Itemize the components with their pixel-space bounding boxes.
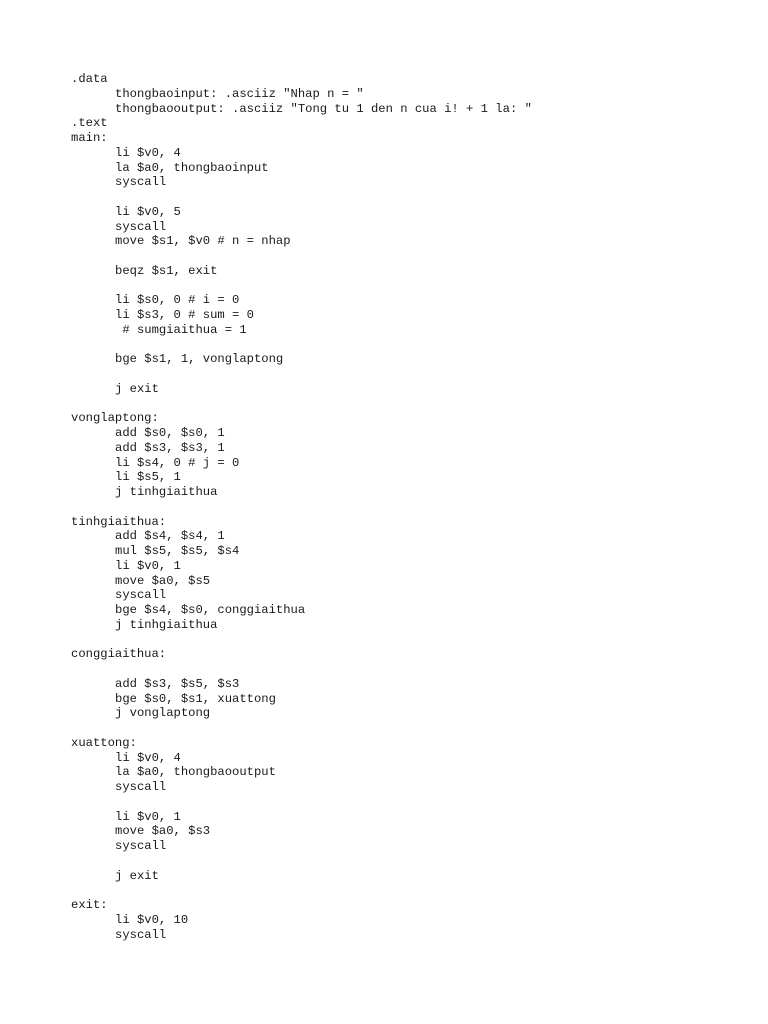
blank-line: [71, 279, 731, 294]
code-line: bge $s4, $s0, conggiaithua: [115, 603, 306, 617]
code-line: j exit: [115, 381, 159, 396]
code-line: la $a0, thongbaooutput: [115, 765, 276, 780]
code-line: thongbaooutput: .asciiz "Tong tu 1 den n cua i! + 1 la: ": [115, 101, 532, 116]
code-line: beqz $s1, exit: [115, 263, 218, 278]
code-line: main:: [71, 131, 108, 145]
blank-line: [71, 500, 731, 515]
code-line: j tinhgiaithua: [115, 485, 218, 499]
blank-line: [71, 190, 731, 205]
blank-line: [71, 662, 731, 677]
code-line: mul $s5, $s5, $s4: [115, 544, 240, 558]
code-line: j tinhgiaithua: [115, 617, 218, 632]
code-line: syscall: [115, 927, 167, 942]
blank-line: [71, 883, 731, 898]
code-line: syscall: [115, 175, 167, 190]
blank-line: [71, 249, 731, 264]
code-line: li $s5, 1: [115, 470, 181, 485]
code-line: li $v0, 1: [115, 809, 181, 824]
code-line: syscall: [115, 839, 167, 853]
code-line: bge $s1, 1, vonglaptong: [115, 352, 284, 367]
code-line: conggiaithua:: [71, 647, 167, 662]
blank-line: [71, 721, 731, 736]
code-line: tinhgiaithua:: [71, 514, 167, 529]
code-line: li $v0, 5: [115, 204, 181, 219]
code-line: move $s1, $v0 # n = nhap: [115, 234, 291, 249]
code-line: add $s3, $s3, 1: [115, 440, 225, 455]
code-line: bge $s0, $s1, xuattong: [115, 691, 276, 706]
code-line: add $s0, $s0, 1: [115, 426, 225, 440]
code-line: syscall: [115, 588, 167, 603]
code-line: # sumgiaithua = 1: [115, 322, 247, 337]
code-line: syscall: [115, 780, 167, 794]
code-line: vonglaptong:: [71, 411, 159, 426]
code-line: li $v0, 4: [115, 145, 181, 160]
code-line: exit:: [71, 898, 108, 912]
code-line: add $s4, $s4, 1: [115, 529, 225, 544]
blank-line: [71, 633, 731, 648]
code-line: thongbaoinput: .asciiz "Nhap n = ": [115, 86, 364, 101]
code-line: li $v0, 10: [115, 912, 189, 927]
blank-line: [71, 795, 731, 810]
code-line: .data: [71, 72, 108, 86]
code-line: add $s3, $s5, $s3: [115, 676, 240, 691]
blank-line: [71, 367, 731, 382]
code-line: li $s4, 0 # j = 0: [115, 455, 240, 470]
blank-line: [71, 397, 731, 412]
code-line: li $v0, 1: [115, 558, 181, 573]
blank-line: [71, 338, 731, 353]
code-line: li $s3, 0 # sum = 0: [115, 308, 254, 322]
code-line: li $s0, 0 # i = 0: [115, 293, 240, 308]
code-line: j vonglaptong: [115, 706, 211, 721]
blank-line: [71, 854, 731, 869]
code-line: j exit: [115, 868, 159, 883]
code-line: syscall: [115, 219, 167, 234]
code-line: .text: [71, 116, 108, 131]
code-line: move $a0, $s5: [115, 573, 211, 588]
code-line: move $a0, $s3: [115, 824, 211, 839]
code-listing: [71, 72, 731, 942]
code-line: xuattong:: [71, 735, 137, 750]
code-line: li $v0, 4: [115, 750, 181, 765]
code-line: la $a0, thongbaoinput: [115, 160, 269, 175]
